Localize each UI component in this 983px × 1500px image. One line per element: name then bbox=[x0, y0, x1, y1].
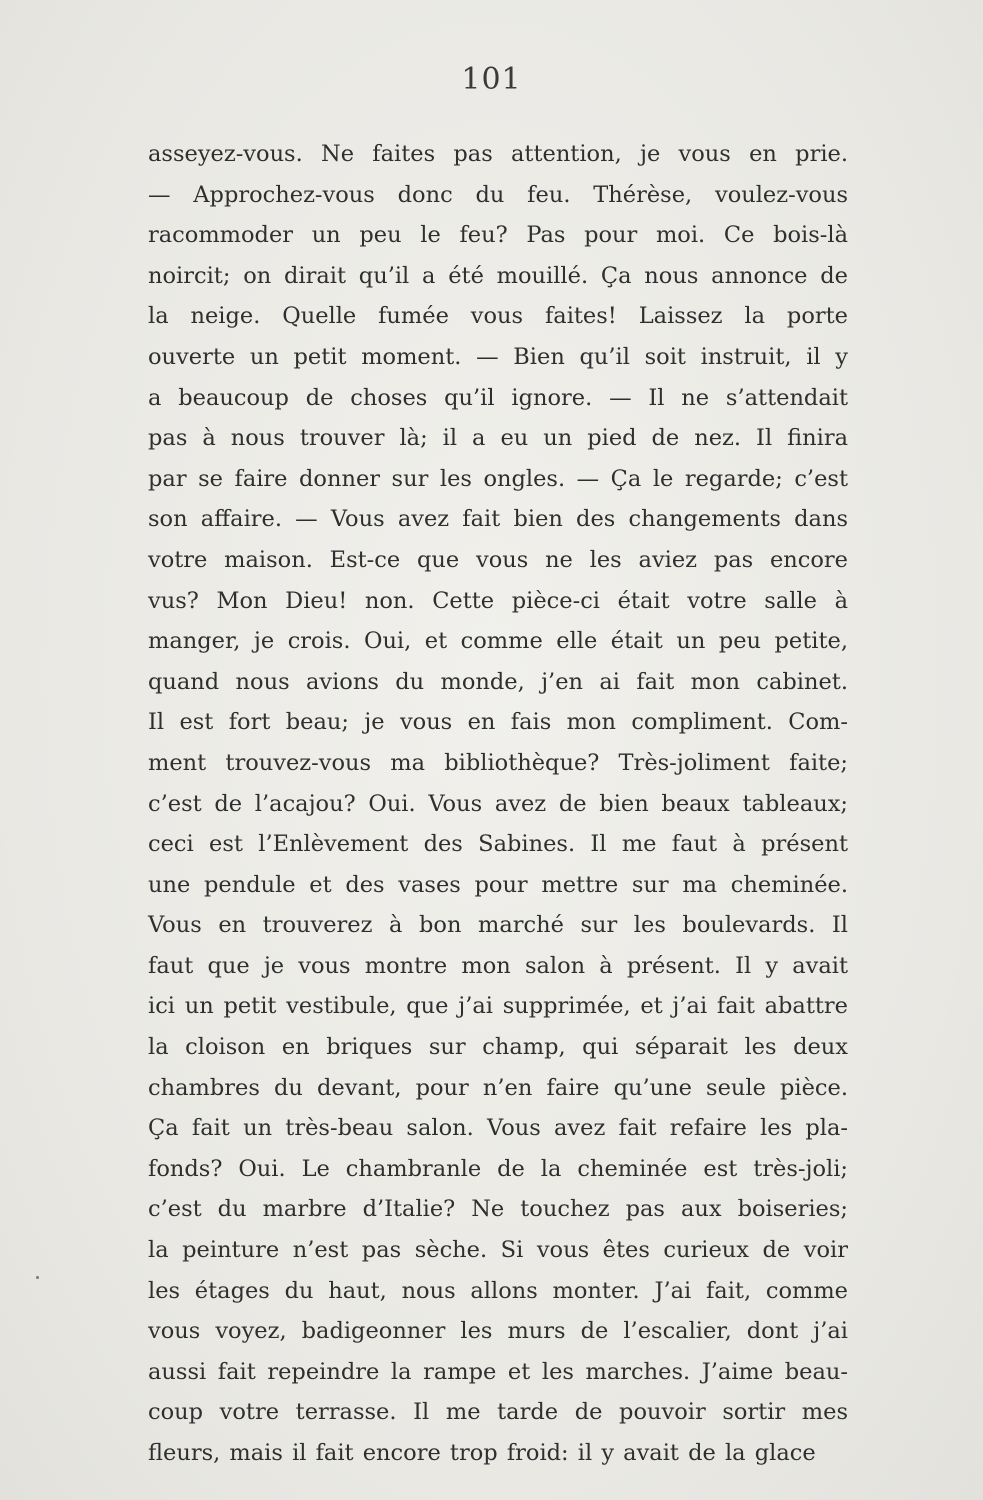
text-line: manger, je crois. Oui, et comme elle était un peu petite, bbox=[148, 628, 848, 655]
text-line: Ça fait un très-beau salon. Vous avez fait refaire les pla- bbox=[148, 1115, 848, 1142]
text-line: fleurs, mais il fait encore trop froid: il y avait de la glace bbox=[148, 1440, 816, 1466]
text-line: faut que je vous montre mon salon à présent. Il y avait bbox=[148, 952, 848, 979]
text-line: racommoder un peu le feu? Pas pour moi. Ce bois-là bbox=[148, 222, 848, 249]
text-line: par se faire donner sur les ongles. — Ça le regarde; c’est bbox=[148, 465, 848, 492]
text-line: Il est fort beau; je vous en fais mon compliment. Com- bbox=[148, 709, 848, 736]
text-line: ment trouvez-vous ma bibliothèque? Très-joliment faite; bbox=[148, 749, 848, 776]
text-line: les étages du haut, nous allons monter. J’ai fait, comme bbox=[148, 1277, 848, 1304]
page-number: 101 bbox=[461, 62, 522, 97]
paper-speck bbox=[36, 1276, 39, 1279]
text-line: ceci est l’Enlèvement des Sabines. Il me faut à présent bbox=[148, 831, 848, 858]
text-line: c’est du marbre d’Italie? Ne touchez pas aux boiseries; bbox=[148, 1196, 848, 1223]
text-line: votre maison. Est-ce que vous ne les aviez pas encore bbox=[148, 546, 848, 573]
text-line: quand nous avions du monde, j’en ai fait mon cabinet. bbox=[148, 668, 848, 695]
text-line: pas à nous trouver là; il a eu un pied de nez. Il finira bbox=[148, 425, 848, 452]
text-line: chambres du devant, pour n’en faire qu’une seule pièce. bbox=[148, 1074, 848, 1101]
text-line: c’est de l’acajou? Oui. Vous avez de bien beaux tableaux; bbox=[148, 790, 848, 817]
body-text bbox=[148, 134, 848, 1474]
text-line: la peinture n’est pas sèche. Si vous êtes curieux de voir bbox=[148, 1237, 848, 1264]
text-line: asseyez-vous. Ne faites pas attention, je vous en prie. bbox=[148, 141, 848, 167]
text-line: vous voyez, badigeonner les murs de l’escalier, dont j’ai bbox=[148, 1318, 848, 1345]
text-line: fonds? Oui. Le chambranle de la cheminée est très-joli; bbox=[148, 1155, 848, 1182]
text-line: vus? Mon Dieu! non. Cette pièce-ci était votre salle à bbox=[148, 587, 848, 614]
text-line: ici un petit vestibule, que j’ai supprimée, et j’ai fait abattre bbox=[148, 993, 848, 1020]
text-line: a beaucoup de choses qu’il ignore. — Il ne s’attendait bbox=[148, 384, 848, 411]
text-line: son affaire. — Vous avez fait bien des changements dans bbox=[148, 506, 848, 533]
text-line: aussi fait repeindre la rampe et les marches. J’aime beau- bbox=[148, 1358, 848, 1385]
text-line: la neige. Quelle fumée vous faites! Laissez la porte bbox=[148, 303, 848, 330]
text-line: noircit; on dirait qu’il a été mouillé. Ça nous annonce de bbox=[148, 262, 848, 289]
text-line: une pendule et des vases pour mettre sur ma cheminée. bbox=[148, 871, 848, 898]
text-line: — Approchez-vous donc du feu. Thérèse, voulez-vous bbox=[148, 181, 848, 208]
text-line: ouverte un petit moment. — Bien qu’il soit instruit, il y bbox=[148, 343, 848, 370]
text-line: coup votre terrasse. Il me tarde de pouvoir sortir mes bbox=[148, 1399, 848, 1426]
text-line: Vous en trouverez à bon marché sur les boulevards. Il bbox=[148, 912, 848, 939]
text-line: la cloison en briques sur champ, qui séparait les deux bbox=[148, 1034, 848, 1061]
